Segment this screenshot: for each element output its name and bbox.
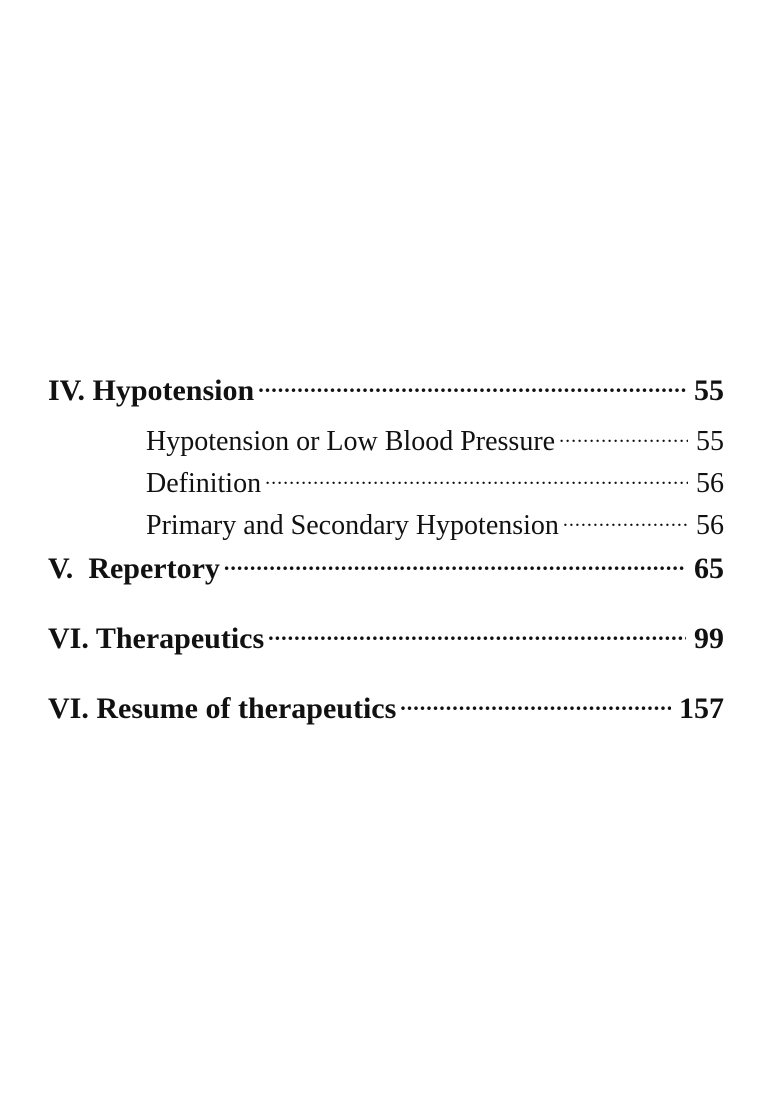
chapter-title: Repertory: [88, 552, 220, 585]
chapter-number: VI.: [48, 692, 89, 725]
page-number: 55: [694, 374, 724, 407]
page-number: 55: [696, 426, 724, 457]
toc-entry-chapter: [48, 688, 724, 732]
toc-entry-title: [48, 374, 258, 408]
chapter-number: IV.: [48, 374, 85, 407]
dot-leader: [559, 422, 688, 450]
dot-leader: [224, 548, 686, 578]
dot-leader: [258, 370, 686, 400]
page-number: 157: [679, 692, 724, 725]
page-number: 99: [694, 622, 724, 655]
chapter-number: V.: [48, 552, 74, 585]
toc-entry-title: [48, 552, 224, 586]
chapter-title: Resume of therapeutics: [96, 692, 397, 725]
chapter-title: Hypotension: [92, 374, 255, 407]
table-of-contents: [48, 370, 724, 732]
toc-entry-title: [48, 692, 400, 726]
toc-entry-chapter: [48, 548, 724, 592]
dot-leader: [268, 618, 686, 648]
toc-entry-chapter: [48, 370, 724, 414]
toc-entry-section: [146, 464, 724, 506]
toc-entry-section: [146, 422, 724, 464]
page-number: 56: [696, 510, 724, 541]
dot-leader: [400, 688, 671, 718]
chapter-title: Therapeutics: [95, 622, 265, 655]
section-title: Primary and Secondary Hypotension: [146, 510, 559, 541]
dot-leader: [265, 464, 688, 492]
section-title: Hypotension or Low Blood Pressure: [146, 426, 556, 457]
dot-leader: [563, 506, 688, 534]
toc-entry-title: [48, 622, 268, 656]
page-number: 65: [694, 552, 724, 585]
chapter-number: VI.: [48, 622, 89, 655]
page-number: 56: [696, 468, 724, 499]
toc-entry-section: [146, 506, 724, 548]
section-title: Definition: [146, 468, 262, 499]
toc-entry-chapter: [48, 618, 724, 662]
